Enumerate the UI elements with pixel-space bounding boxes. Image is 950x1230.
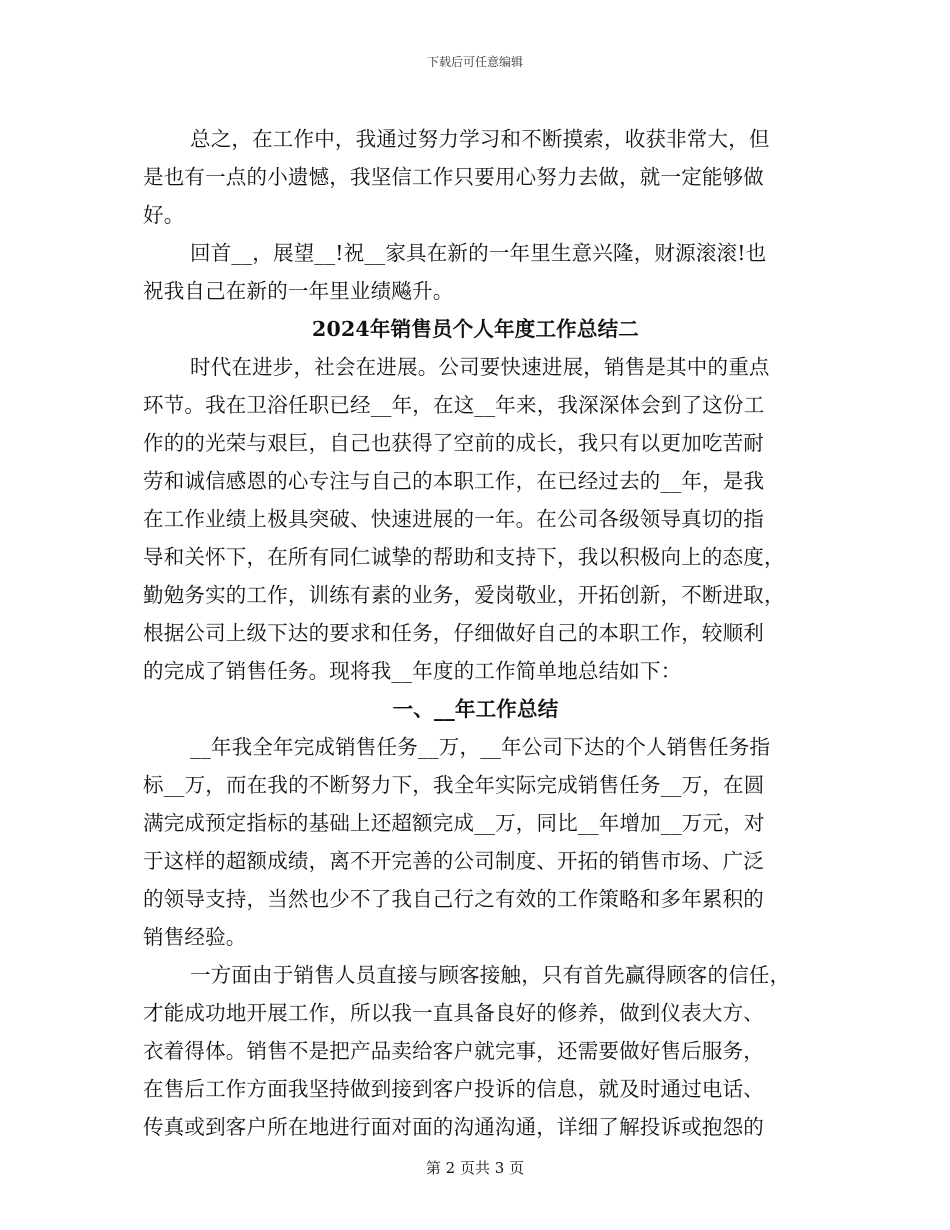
- paragraph-line: 于这样的超额成绩，离不开完善的公司制度、开拓的销售市场、广泛: [143, 849, 764, 873]
- paragraph-line: 是也有一点的小遗憾，我坚信工作只要用心努力去做，就一定能够做: [143, 165, 764, 189]
- paragraph-line: 的领导支持，当然也少不了我自己行之有效的工作策略和多年累积的: [143, 887, 764, 911]
- paragraph-line: 在售后工作方面我坚持做到接到客户投诉的信息，就及时通过电话、: [143, 1077, 764, 1101]
- paragraph-line: 勤勉务实的工作，训练有素的业务，爱岗敬业，开拓创新，不断进取，: [143, 583, 785, 607]
- paragraph-line: 的完成了销售任务。现将我__年度的工作简单地总结如下：: [143, 659, 682, 683]
- paragraph-line: 满完成预定指标的基础上还超额完成__万，同比__年增加__万元，对: [143, 811, 765, 835]
- paragraph-line: 在工作业绩上极具突破、快速进展的一年。在公司各级领导真切的指: [143, 507, 764, 531]
- paragraph-line: 祝我自己在新的一年里业绩飚升。: [143, 279, 454, 303]
- paragraph-line: 一方面由于销售人员直接与顾客接触，只有首先赢得顾客的信任，: [190, 963, 791, 987]
- section-title: 2024年销售员个人年度工作总结二: [312, 317, 639, 341]
- paragraph-line: 总之，在工作中，我通过努力学习和不断摸索，收获非常大，但: [190, 127, 770, 151]
- page-footer: 第 2 页共 3 页: [425, 1159, 525, 1177]
- paragraph-line: 导和关怀下，在所有同仁诚挚的帮助和支持下，我以积极向上的态度，: [143, 545, 785, 569]
- paragraph-line: 传真或到客户所在地进行面对面的沟通沟通，详细了解投诉或抱怨的: [143, 1115, 764, 1139]
- paragraph-line: 标__万，而在我的不断努力下，我全年实际完成销售任务__万，在圆: [143, 773, 765, 797]
- paragraph-line: 销售经验。: [143, 925, 247, 949]
- paragraph-line: 回首__，展望__!祝__家具在新的一年里生意兴隆，财源滚滚!也: [190, 241, 767, 265]
- paragraph-line: 好。: [143, 203, 185, 227]
- paragraph-line: 环节。我在卫浴任职已经__年，在这__年来，我深深体会到了这份工: [143, 393, 765, 417]
- paragraph-line: 衣着得体。销售不是把产品卖给客户就完事，还需要做好售后服务，: [143, 1039, 764, 1063]
- subsection-title: 一、__年工作总结: [392, 697, 559, 721]
- page-header: 下载后可任意编辑: [426, 55, 523, 69]
- paragraph-line: 才能成功地开展工作，所以我一直具备良好的修养，做到仪表大方、: [143, 1001, 764, 1025]
- paragraph-line: 劳和诚信感恩的心专注与自己的本职工作，在已经过去的__年，是我: [143, 469, 765, 493]
- paragraph-line: 作的的光荣与艰巨，自己也获得了空前的成长，我只有以更加吃苦耐: [143, 431, 764, 455]
- paragraph-line: 时代在进步，社会在进展。公司要快速进展，销售是其中的重点: [190, 355, 770, 379]
- paragraph-line: __年我全年完成销售任务__万，__年公司下达的个人销售任务指: [190, 735, 771, 759]
- paragraph-line: 根据公司上级下达的要求和任务，仔细做好自己的本职工作，较顺利: [143, 621, 764, 645]
- document-body: [143, 120, 808, 1146]
